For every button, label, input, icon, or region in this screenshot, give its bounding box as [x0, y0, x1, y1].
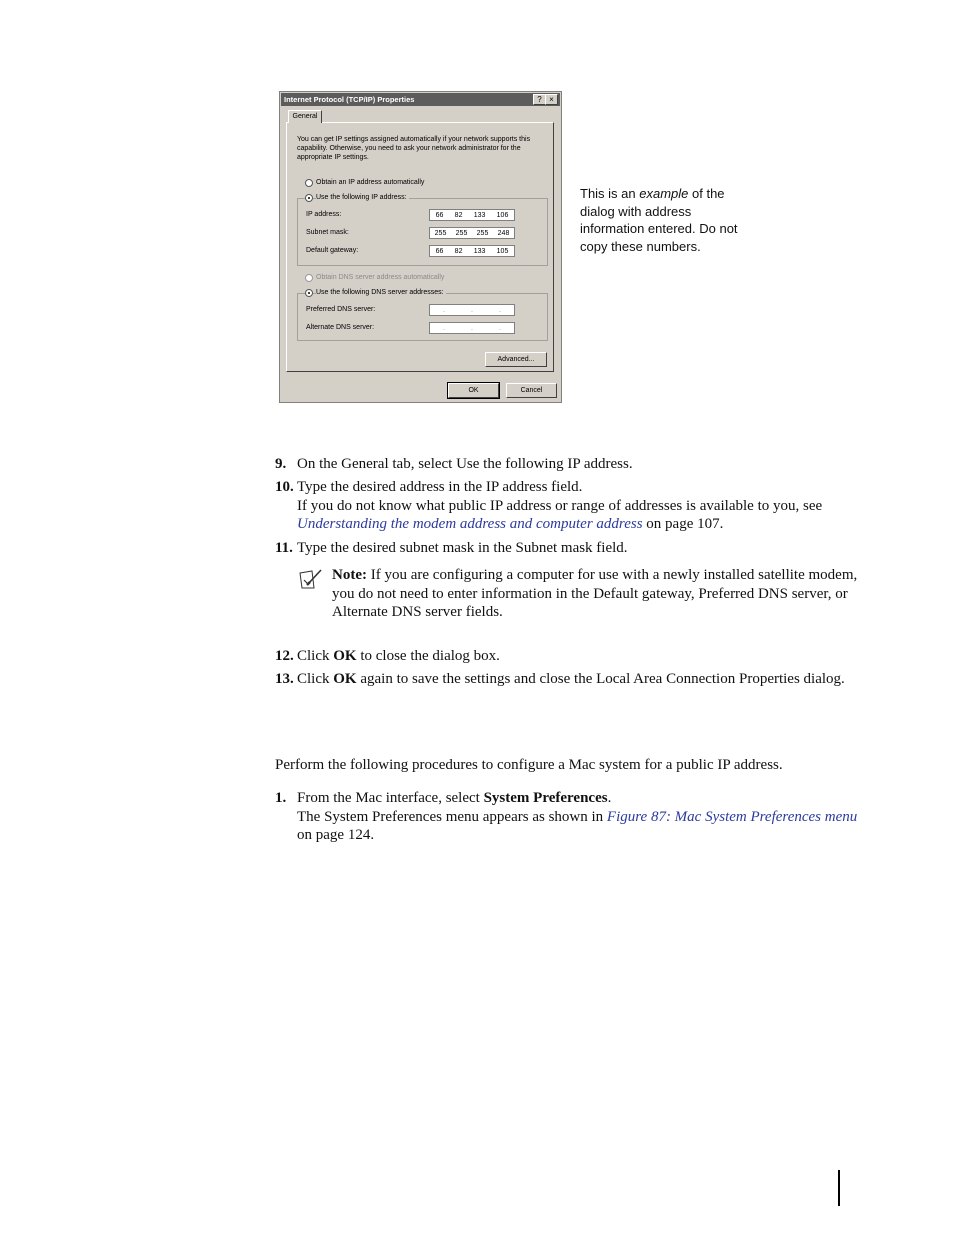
obtain-ip-radio[interactable] — [305, 179, 313, 187]
preferred-dns-label: Preferred DNS server: — [306, 306, 376, 313]
use-dns-label: Use the following DNS server addresses: — [316, 289, 444, 296]
tab-general[interactable]: General — [288, 110, 322, 123]
tcpip-properties-dialog — [279, 91, 562, 403]
mac-step-1: 1. From the Mac interface, select System Preferences. The System Preferences menu appears as shown in Figure 87: Mac System Preferences menu on page 124. — [275, 790, 858, 843]
help-button[interactable]: ? — [533, 94, 546, 105]
use-dns-radio[interactable] — [305, 289, 313, 297]
ok-button[interactable]: OK — [448, 383, 499, 398]
margin-rule — [838, 1170, 840, 1206]
gateway-label: Default gateway: — [306, 247, 359, 254]
close-button[interactable]: × — [545, 94, 558, 105]
ip-address-field[interactable]: 66 82 133 106 — [429, 209, 515, 221]
use-ip-radio[interactable] — [305, 194, 313, 202]
use-ip-label: Use the following IP address: — [316, 194, 407, 201]
general-panel — [286, 122, 554, 372]
step-11: 11. Type the desired subnet mask in the Subnet mask field. — [275, 540, 628, 556]
obtain-dns-label: Obtain DNS server address automatically — [316, 274, 445, 281]
note-pencil-icon — [298, 568, 324, 590]
cancel-button[interactable]: Cancel — [506, 383, 557, 398]
note-block: Note: If you are configuring a computer for use with a newly installed satellite modem, you do not need to enter information in the Default gateway, Preferred DNS server, or Alternate DNS server fields. — [298, 566, 868, 622]
ip-address-label: IP address: — [306, 211, 342, 218]
figure-caption: This is an example of the dialog with address information entered. Do not copy these numbers. — [580, 186, 738, 254]
mac-intro-paragraph: Perform the following procedures to configure a Mac system for a public IP address. — [275, 757, 783, 773]
subnet-mask-label: Subnet mask: — [306, 229, 349, 236]
xref-modem-address-link[interactable]: Understanding the modem address and computer address — [297, 516, 643, 532]
intro-text: You can get IP settings assigned automatically if your network supports this capability. Otherwise, you need to ask your network administrator for the appropriate IP settings. — [297, 136, 531, 161]
obtain-dns-radio[interactable] — [305, 274, 313, 282]
dialog-title: Internet Protocol (TCP/IP) Properties — [281, 93, 560, 106]
step-13: 13. Click OK again to save the settings and close the Local Area Connection Properties dialog. — [275, 671, 845, 687]
alternate-dns-field[interactable]: . . . — [429, 322, 515, 334]
step-10: 10. Type the desired address in the IP address field. If you do not know what public IP address or range of addresses is available to you, see Understanding the modem address and computer address on page 107. — [275, 479, 823, 532]
step-9: 9. On the General tab, select Use the following IP address. — [275, 456, 633, 472]
step-12: 12. Click OK to close the dialog box. — [275, 648, 500, 664]
alternate-dns-label: Alternate DNS server: — [306, 324, 375, 331]
obtain-ip-label: Obtain an IP address automatically — [316, 179, 425, 186]
gateway-field[interactable]: 66 82 133 105 — [429, 245, 515, 257]
advanced-button[interactable]: Advanced... — [485, 352, 547, 367]
preferred-dns-field[interactable]: . . . — [429, 304, 515, 316]
subnet-mask-field[interactable]: 255 255 255 248 — [429, 227, 515, 239]
xref-figure-87-link[interactable]: Figure 87: Mac System Preferences menu — [606, 808, 858, 825]
